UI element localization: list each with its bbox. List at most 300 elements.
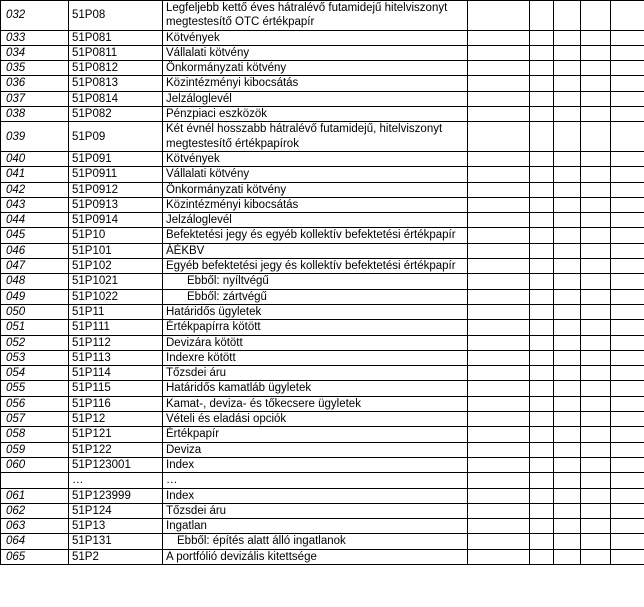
value-cell	[554, 503, 581, 518]
value-cell	[611, 167, 644, 182]
value-cell	[468, 320, 530, 335]
row-code: 035	[1, 61, 69, 76]
table-row	[1, 107, 644, 122]
value-cell	[468, 549, 530, 564]
value-cell	[530, 503, 554, 518]
row-sub: 51P10	[69, 228, 163, 243]
value-cell	[554, 45, 581, 60]
row-sub: 51P2	[69, 549, 163, 564]
row-sub: 51P13	[69, 519, 163, 534]
value-cell	[530, 488, 554, 503]
row-label: Értékpapírra kötött	[163, 320, 468, 335]
value-cell	[468, 213, 530, 228]
table-row	[1, 488, 644, 503]
value-cell	[581, 289, 611, 304]
row-sub: 51P115	[69, 381, 163, 396]
row-sub: 51P082	[69, 107, 163, 122]
value-cell	[530, 30, 554, 45]
row-label: Önkormányzati kötvény	[163, 61, 468, 76]
row-code: 034	[1, 45, 69, 60]
row-code: 043	[1, 197, 69, 212]
value-cell	[611, 61, 644, 76]
value-cell	[530, 167, 554, 182]
row-label: Önkormányzati kötvény	[163, 182, 468, 197]
value-cell	[611, 534, 644, 549]
value-cell	[611, 412, 644, 427]
row-code: 057	[1, 412, 69, 427]
value-cell	[581, 1, 611, 31]
value-cell	[611, 320, 644, 335]
row-label: Deviza	[163, 442, 468, 457]
value-cell	[554, 274, 581, 289]
value-cell	[581, 335, 611, 350]
row-code: 040	[1, 151, 69, 166]
value-cell	[581, 381, 611, 396]
value-cell	[530, 335, 554, 350]
value-cell	[468, 488, 530, 503]
value-cell	[581, 549, 611, 564]
row-code: 048	[1, 274, 69, 289]
value-cell	[468, 427, 530, 442]
table-row	[1, 151, 644, 166]
value-cell	[554, 488, 581, 503]
row-label: Kötvények	[163, 151, 468, 166]
value-cell	[554, 534, 581, 549]
value-cell	[611, 30, 644, 45]
value-cell	[554, 381, 581, 396]
value-cell	[581, 304, 611, 319]
row-label: Tőzsdei áru	[163, 366, 468, 381]
row-sub: 51P0811	[69, 45, 163, 60]
value-cell	[554, 107, 581, 122]
value-cell	[530, 182, 554, 197]
value-cell	[468, 30, 530, 45]
table-row	[1, 534, 644, 549]
table-row	[1, 442, 644, 457]
value-cell	[468, 167, 530, 182]
value-cell	[581, 320, 611, 335]
row-label: Kamat-, deviza- és tőkecsere ügyletek	[163, 396, 468, 411]
row-sub: 51P08	[69, 1, 163, 31]
row-sub: 51P111	[69, 320, 163, 335]
row-label: Pénzpiaci eszközök	[163, 107, 468, 122]
value-cell	[581, 76, 611, 91]
row-label: Határidős kamatláb ügyletek	[163, 381, 468, 396]
row-code: 044	[1, 213, 69, 228]
value-cell	[530, 213, 554, 228]
value-cell	[611, 350, 644, 365]
value-cell	[581, 350, 611, 365]
value-cell	[530, 289, 554, 304]
value-cell	[530, 274, 554, 289]
table-row	[1, 61, 644, 76]
row-code: 039	[1, 122, 69, 152]
value-cell	[554, 320, 581, 335]
table-row	[1, 473, 644, 488]
table-row	[1, 182, 644, 197]
row-code: 036	[1, 76, 69, 91]
row-label: Ingatlan	[163, 519, 468, 534]
value-cell	[530, 412, 554, 427]
row-code: 042	[1, 182, 69, 197]
row-sub: 51P081	[69, 30, 163, 45]
value-cell	[554, 197, 581, 212]
row-sub: 51P131	[69, 534, 163, 549]
value-cell	[468, 228, 530, 243]
value-cell	[554, 228, 581, 243]
row-label: Jelzáloglevél	[163, 91, 468, 106]
row-code: 045	[1, 228, 69, 243]
value-cell	[468, 396, 530, 411]
value-cell	[581, 167, 611, 182]
row-label: Értékpapír	[163, 427, 468, 442]
row-code: 056	[1, 396, 69, 411]
value-cell	[530, 396, 554, 411]
value-cell	[468, 197, 530, 212]
value-cell	[530, 549, 554, 564]
table-row	[1, 350, 644, 365]
value-cell	[611, 259, 644, 274]
value-cell	[530, 381, 554, 396]
value-cell	[554, 259, 581, 274]
value-cell	[611, 396, 644, 411]
value-cell	[554, 366, 581, 381]
value-cell	[554, 350, 581, 365]
value-cell	[530, 366, 554, 381]
value-cell	[554, 289, 581, 304]
value-cell	[554, 549, 581, 564]
value-cell	[581, 519, 611, 534]
table-row	[1, 381, 644, 396]
value-cell	[530, 320, 554, 335]
value-cell	[611, 91, 644, 106]
table-row	[1, 30, 644, 45]
value-cell	[530, 534, 554, 549]
value-cell	[530, 122, 554, 152]
value-cell	[581, 442, 611, 457]
value-cell	[611, 228, 644, 243]
row-sub: 51P0913	[69, 197, 163, 212]
value-cell	[581, 30, 611, 45]
value-cell	[530, 45, 554, 60]
value-cell	[530, 519, 554, 534]
value-cell	[581, 151, 611, 166]
table-row	[1, 289, 644, 304]
row-label: Jelzáloglevél	[163, 213, 468, 228]
value-cell	[581, 213, 611, 228]
table-row	[1, 427, 644, 442]
value-cell	[581, 274, 611, 289]
table-row	[1, 243, 644, 258]
value-cell	[611, 549, 644, 564]
table-row	[1, 228, 644, 243]
value-cell	[581, 396, 611, 411]
value-cell	[468, 289, 530, 304]
row-sub: 51P124	[69, 503, 163, 518]
value-cell	[468, 519, 530, 534]
value-cell	[554, 61, 581, 76]
table-row	[1, 457, 644, 472]
row-sub: 51P113	[69, 350, 163, 365]
row-label: Vállalati kötvény	[163, 45, 468, 60]
table-row	[1, 412, 644, 427]
row-label: Vállalati kötvény	[163, 167, 468, 182]
row-code: 065	[1, 549, 69, 564]
value-cell	[530, 197, 554, 212]
row-code: 050	[1, 304, 69, 319]
value-cell	[530, 107, 554, 122]
value-cell	[530, 442, 554, 457]
value-cell	[611, 1, 644, 31]
value-cell	[468, 107, 530, 122]
value-cell	[611, 519, 644, 534]
value-cell	[581, 91, 611, 106]
value-cell	[611, 503, 644, 518]
value-cell	[554, 30, 581, 45]
value-cell	[581, 122, 611, 152]
row-code: 047	[1, 259, 69, 274]
row-label: Devizára kötött	[163, 335, 468, 350]
value-cell	[530, 76, 554, 91]
value-cell	[581, 228, 611, 243]
row-sub: 51P1022	[69, 289, 163, 304]
row-sub: 51P116	[69, 396, 163, 411]
value-cell	[468, 61, 530, 76]
table-row	[1, 1, 644, 31]
row-code: 052	[1, 335, 69, 350]
row-label: Közintézményi kibocsátás	[163, 76, 468, 91]
value-cell	[554, 519, 581, 534]
value-cell	[554, 1, 581, 31]
value-cell	[554, 91, 581, 106]
row-sub: 51P112	[69, 335, 163, 350]
value-cell	[468, 473, 530, 488]
row-code: 032	[1, 1, 69, 31]
value-cell	[468, 442, 530, 457]
row-sub: …	[69, 473, 163, 488]
value-cell	[611, 197, 644, 212]
row-label: Ebből: nyíltvégű	[163, 274, 468, 289]
table-row	[1, 76, 644, 91]
table-row	[1, 197, 644, 212]
value-cell	[611, 151, 644, 166]
value-cell	[468, 534, 530, 549]
value-cell	[581, 259, 611, 274]
row-label: Két évnél hosszabb hátralévő futamidejű, hitelviszonyt megtestesítő értékpapírok	[163, 122, 468, 152]
table-row	[1, 167, 644, 182]
row-code	[1, 473, 69, 488]
value-cell	[468, 335, 530, 350]
row-label: Vételi és eladási opciók	[163, 412, 468, 427]
value-cell	[581, 243, 611, 258]
row-sub: 51P0813	[69, 76, 163, 91]
table-row	[1, 396, 644, 411]
table-row	[1, 91, 644, 106]
value-cell	[554, 213, 581, 228]
table-row	[1, 335, 644, 350]
row-label: Index	[163, 457, 468, 472]
table-row	[1, 274, 644, 289]
value-cell	[554, 457, 581, 472]
row-code: 059	[1, 442, 69, 457]
value-cell	[611, 442, 644, 457]
row-sub: 51P0912	[69, 182, 163, 197]
row-code: 055	[1, 381, 69, 396]
row-code: 063	[1, 519, 69, 534]
value-cell	[581, 457, 611, 472]
row-code: 051	[1, 320, 69, 335]
row-code: 038	[1, 107, 69, 122]
row-label: Közintézményi kibocsátás	[163, 197, 468, 212]
value-cell	[611, 182, 644, 197]
value-cell	[611, 274, 644, 289]
row-code: 049	[1, 289, 69, 304]
row-label: ÁÉKBV	[163, 243, 468, 258]
row-code: 037	[1, 91, 69, 106]
value-cell	[530, 427, 554, 442]
value-cell	[554, 396, 581, 411]
row-code: 041	[1, 167, 69, 182]
value-cell	[554, 473, 581, 488]
value-cell	[468, 457, 530, 472]
row-label: Legfeljebb kettő éves hátralévő futamidejű hitelviszonyt megtestesítő OTC értékpapír	[163, 1, 468, 31]
value-cell	[611, 427, 644, 442]
value-cell	[581, 107, 611, 122]
value-cell	[581, 427, 611, 442]
table-row	[1, 320, 644, 335]
table-row	[1, 213, 644, 228]
value-cell	[581, 61, 611, 76]
value-cell	[530, 304, 554, 319]
row-sub: 51P121	[69, 427, 163, 442]
value-cell	[530, 350, 554, 365]
row-sub: 51P12	[69, 412, 163, 427]
table-row	[1, 122, 644, 152]
row-label: …	[163, 473, 468, 488]
row-code: 058	[1, 427, 69, 442]
row-code: 033	[1, 30, 69, 45]
row-sub: 51P11	[69, 304, 163, 319]
row-sub: 51P0911	[69, 167, 163, 182]
row-sub: 51P122	[69, 442, 163, 457]
table-row	[1, 259, 644, 274]
value-cell	[611, 45, 644, 60]
value-cell	[530, 1, 554, 31]
row-code: 046	[1, 243, 69, 258]
value-cell	[530, 151, 554, 166]
value-cell	[554, 182, 581, 197]
value-cell	[554, 151, 581, 166]
value-cell	[554, 122, 581, 152]
row-label: Ebből: zártvégű	[163, 289, 468, 304]
value-cell	[611, 366, 644, 381]
row-code: 053	[1, 350, 69, 365]
row-label: Befektetési jegy és egyéb kollektív befektetési értékpapír	[163, 228, 468, 243]
value-cell	[581, 473, 611, 488]
table-row	[1, 549, 644, 564]
value-cell	[530, 228, 554, 243]
row-label: Index	[163, 488, 468, 503]
value-cell	[581, 197, 611, 212]
row-sub: 51P114	[69, 366, 163, 381]
value-cell	[581, 503, 611, 518]
value-cell	[530, 243, 554, 258]
row-sub: 51P0914	[69, 213, 163, 228]
value-cell	[530, 457, 554, 472]
value-cell	[611, 213, 644, 228]
row-sub: 51P09	[69, 122, 163, 152]
value-cell	[468, 350, 530, 365]
value-cell	[468, 45, 530, 60]
row-sub: 51P0814	[69, 91, 163, 106]
value-cell	[468, 182, 530, 197]
row-label: Határidős ügyletek	[163, 304, 468, 319]
value-cell	[611, 473, 644, 488]
value-cell	[611, 243, 644, 258]
value-cell	[611, 107, 644, 122]
value-cell	[468, 304, 530, 319]
table-row	[1, 519, 644, 534]
value-cell	[468, 91, 530, 106]
row-label: Kötvények	[163, 30, 468, 45]
value-cell	[554, 442, 581, 457]
value-cell	[554, 304, 581, 319]
value-cell	[530, 61, 554, 76]
value-cell	[581, 534, 611, 549]
row-label: Indexre kötött	[163, 350, 468, 365]
value-cell	[468, 503, 530, 518]
row-sub: 51P1021	[69, 274, 163, 289]
value-cell	[530, 91, 554, 106]
value-cell	[581, 366, 611, 381]
value-cell	[554, 335, 581, 350]
row-label: Egyéb befektetési jegy és kollektív befektetési értékpapír	[163, 259, 468, 274]
value-cell	[468, 274, 530, 289]
value-cell	[611, 488, 644, 503]
row-label: A portfólió devizális kitettsége	[163, 549, 468, 564]
value-cell	[468, 122, 530, 152]
value-cell	[468, 1, 530, 31]
value-cell	[611, 381, 644, 396]
row-code: 054	[1, 366, 69, 381]
value-cell	[468, 366, 530, 381]
value-cell	[611, 304, 644, 319]
row-code: 064	[1, 534, 69, 549]
table-row	[1, 366, 644, 381]
value-cell	[530, 473, 554, 488]
row-sub: 51P123001	[69, 457, 163, 472]
row-code: 060	[1, 457, 69, 472]
row-sub: 51P102	[69, 259, 163, 274]
value-cell	[581, 412, 611, 427]
value-cell	[554, 412, 581, 427]
row-sub: 51P0812	[69, 61, 163, 76]
value-cell	[611, 335, 644, 350]
row-sub: 51P123999	[69, 488, 163, 503]
value-cell	[611, 122, 644, 152]
row-sub: 51P101	[69, 243, 163, 258]
value-cell	[554, 167, 581, 182]
value-cell	[468, 381, 530, 396]
value-cell	[581, 45, 611, 60]
value-cell	[611, 289, 644, 304]
value-cell	[530, 259, 554, 274]
row-label: Tőzsdei áru	[163, 503, 468, 518]
value-cell	[468, 151, 530, 166]
value-cell	[554, 243, 581, 258]
value-cell	[468, 76, 530, 91]
table-row	[1, 503, 644, 518]
